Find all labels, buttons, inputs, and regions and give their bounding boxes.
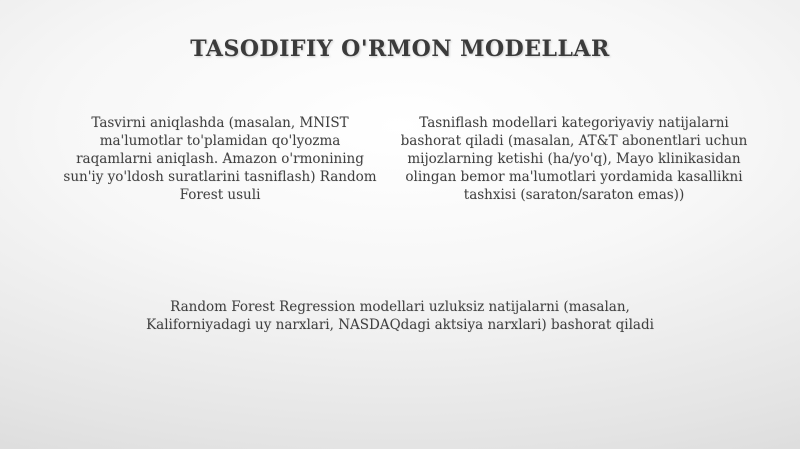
classification-models-text: Tasniflash modellari kategoriyaviy natijalarni bashorat qiladi (masalan, AT&T abonentlari uchun mijozlarning ketishi (ha/yo'q), Mayo klinikasidan olingan bemor ma'lumotlari yordamida kasallikni tashxisi (saraton/saraton emas)) [400,115,748,203]
slide-title: TASODIFIY O'RMON MODELLAR [190,36,610,62]
image-recognition-text: Tasvirni aniqlashda (masalan, MNIST ma'lumotlar to'plamidan qo'lyozma raqamlarni aniqlash. Amazon o'rmonining sun'iy yo'ldosh suratlarini tasniflash) Random Forest usuli [63,115,377,203]
regression-models-text: Random Forest Regression modellari uzluksiz natijalarni (masalan, Kaliforniyadagi uy narxlari, NASDAQdagi aktsiya narxlari) bashorat qiladi [146,299,654,333]
